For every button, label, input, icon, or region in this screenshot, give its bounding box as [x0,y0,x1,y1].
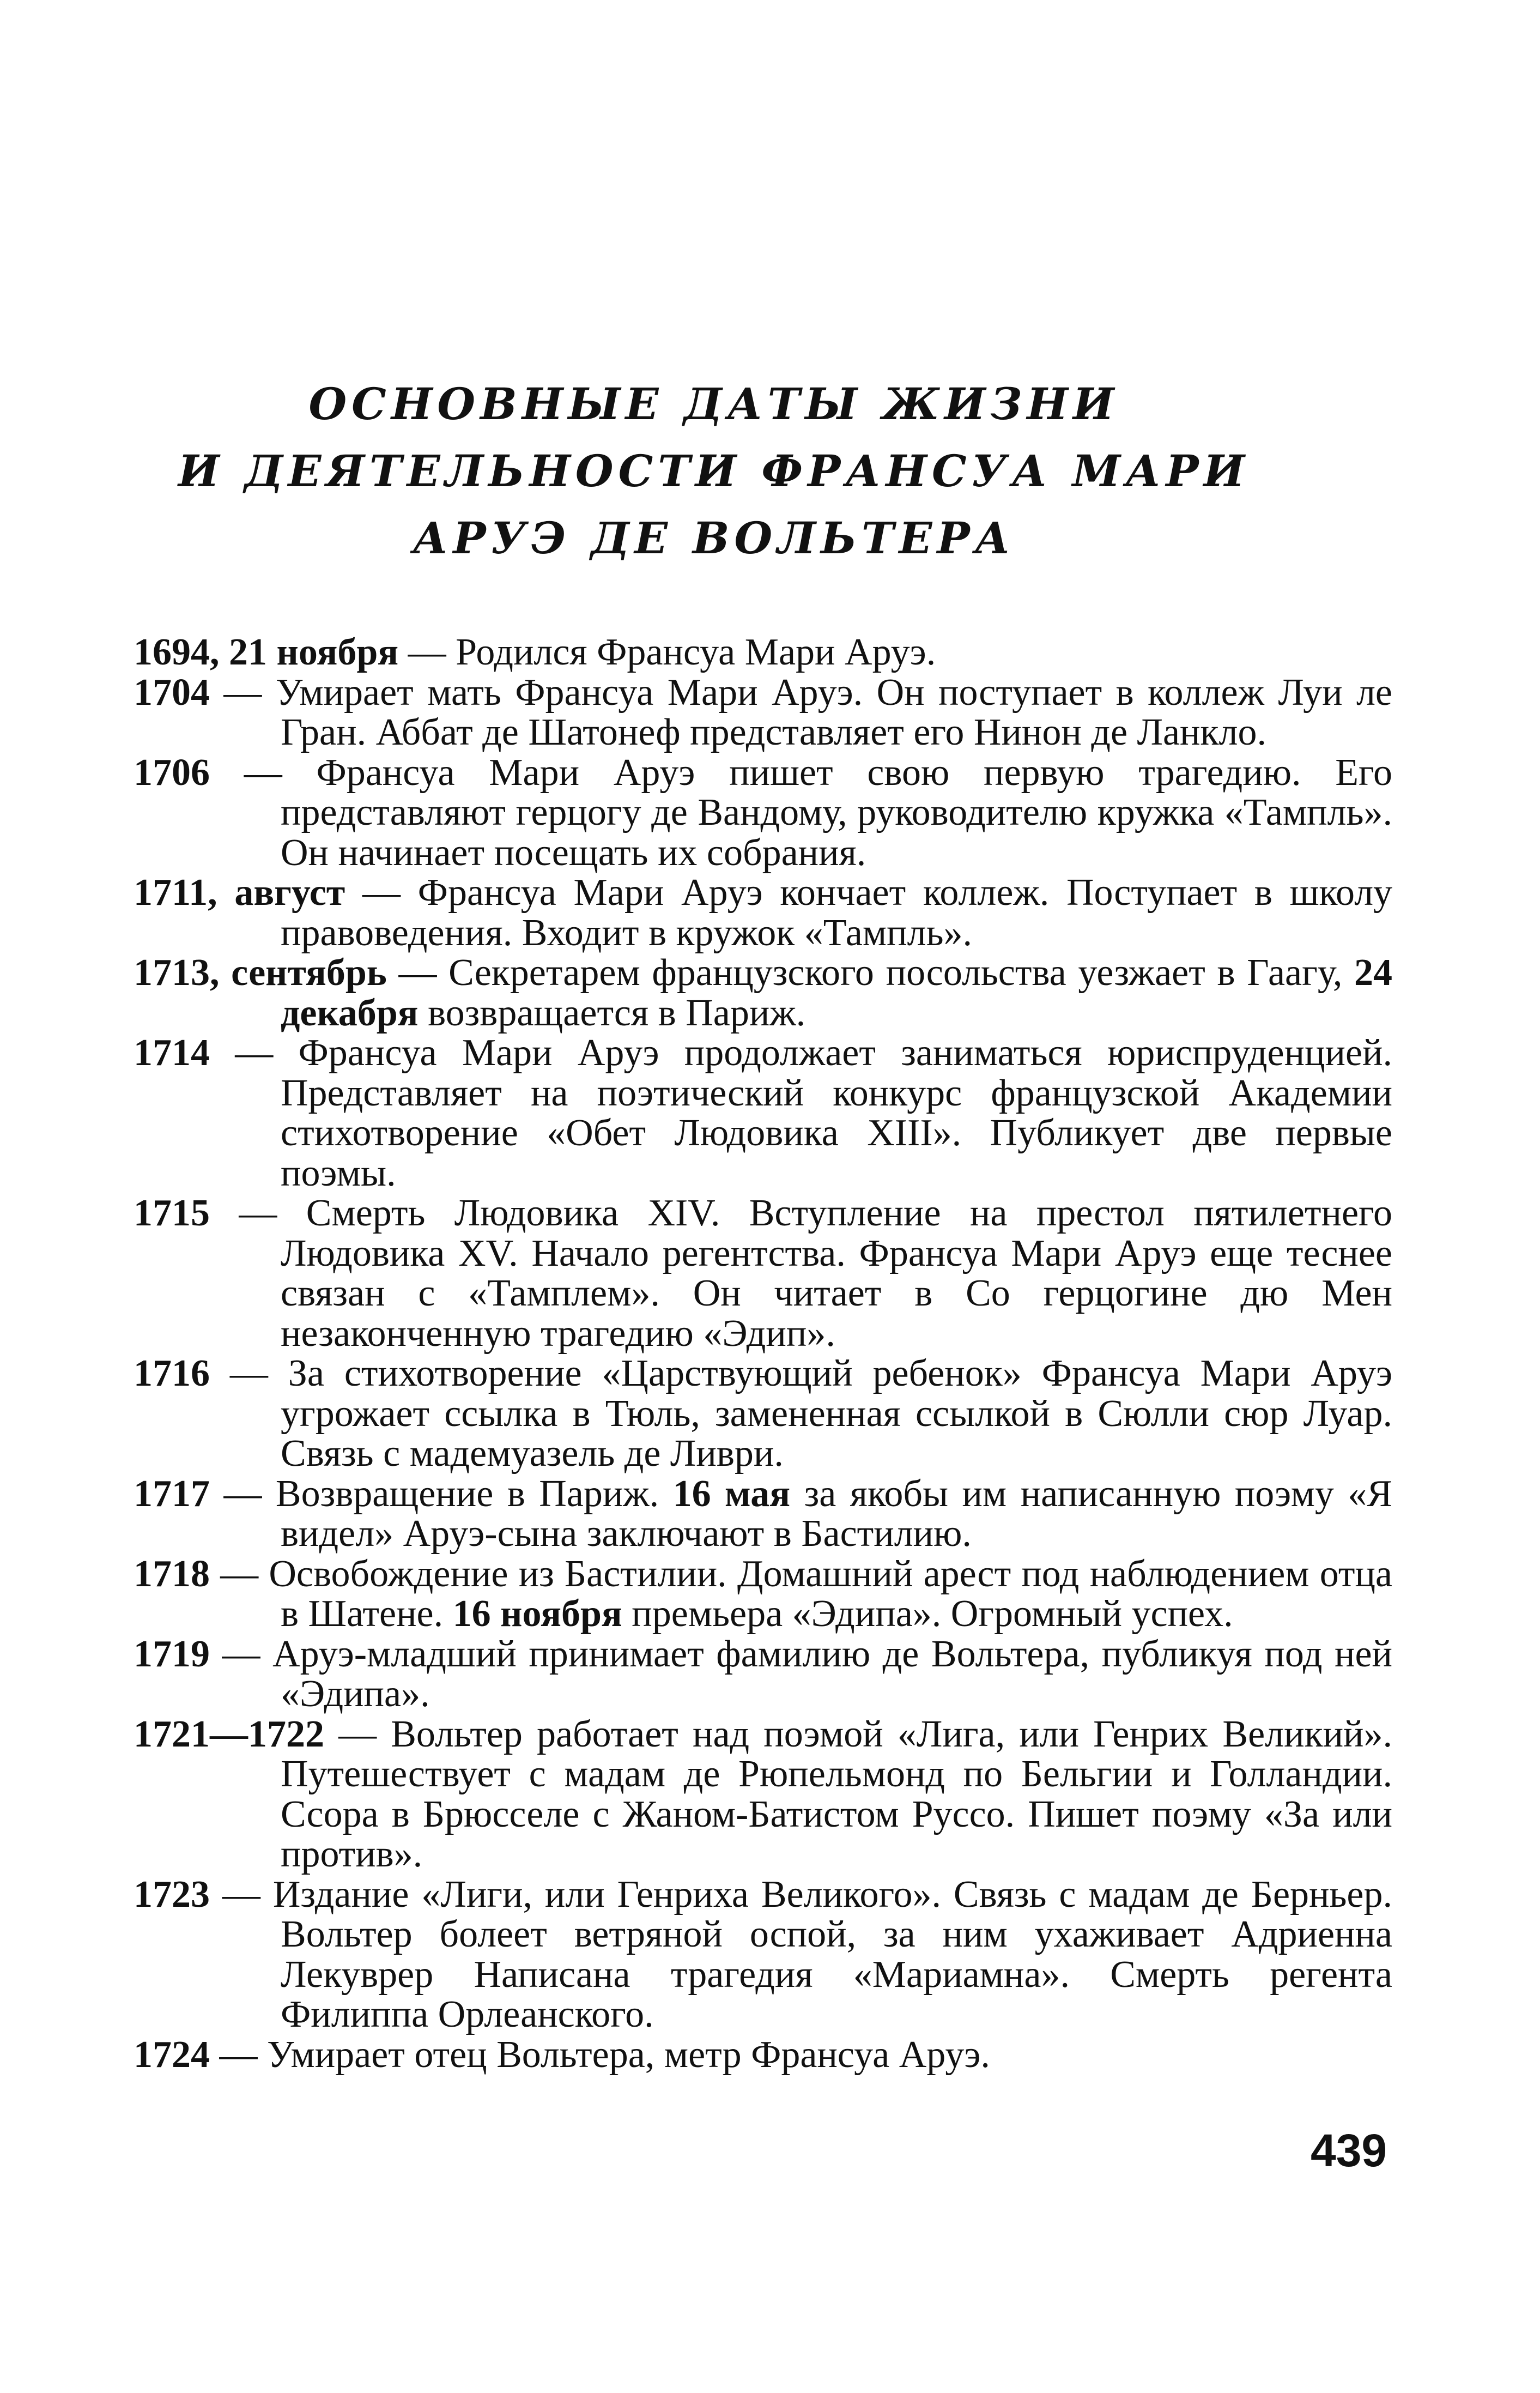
chapter-title-line-3: АРУЭ ДЕ ВОЛЬТЕРА [413,512,1015,564]
entry-date: 1706 [134,751,210,794]
entry-date: 1716 [134,1352,210,1394]
entry-date: 1704 [134,671,210,714]
chronology-entry-1724 [134,2035,1392,2075]
entry-text: Издание «Лиги, или Генриха Великого». Связь с мадам де Берньер. Вольтер болеет ветряной оспой, за ним ухаживает Адриенна Лекуврер Написана трагедия «Мариамна». Смерть регента Филиппа Орлеанского. [272,1873,1392,2035]
entry-separator: — [210,751,317,794]
entry-date: 1715 [134,1192,210,1234]
entry-text: Смерть Людовика XIV. Вступление на престол пятилетнего Людовика XV. Начало регентства. Франсуа Мари Аруэ еще теснее связан с «Тамплем». Он читает в Со герцогине дю Мен незаконченную трагедию «Эдип». [281,1192,1392,1355]
chronology-entry-1717 [134,1474,1392,1554]
chronology-entry-1718 [134,1554,1392,1634]
entry-date: 1714 [134,1032,210,1074]
chronology-entry-1723 [134,1875,1392,2035]
entry-separator: — [398,631,456,673]
entry-separator: — [210,1192,306,1234]
entry-text: Секретарем французского посольства уезжает в Гаагу, [448,952,1355,994]
chronology-entry-1711 [134,873,1392,953]
chronology-entry-1716 [134,1353,1392,1474]
entry-date: 1713, сентябрь [134,952,387,994]
entry-separator: — [210,1032,299,1074]
entry-separator: — [386,952,449,994]
entry-date: 1717 [134,1472,210,1515]
entry-text: премьера «Эдипа». Огромный успех. [622,1593,1233,1635]
chronology-entry-1719 [134,1634,1392,1714]
entry-text: Вольтер работает над поэмой «Лига, или Генрих Великий». Путешествует с мадам де Рюпельмонд по Бельгии и Голландии. Ссора в Брюсселе с Жаном-Батистом Руссо. Пишет поэму «За или против». [281,1713,1393,1875]
chronology-list [134,632,1392,2075]
entry-date: 1721—1722 [134,1713,324,1755]
entry-text: Умирает отец Вольтера, метр Франсуа Аруэ. [267,2033,990,2076]
chapter-title [142,371,1286,572]
entry-date: 1694, 21 ноября [134,631,399,673]
entry-inline-date: 24 декабря [281,952,1393,1034]
entry-text: Возвращение в Париж. [275,1472,673,1515]
entry-separator: — [210,1552,269,1595]
chronology-entry-1715 [134,1193,1392,1353]
chronology-entry-1706 [134,753,1392,873]
entry-text: Франсуа Мари Аруэ кончает коллеж. Поступает в школу правоведения. Входит в кружок «Тампль». [281,872,1393,954]
chapter-title-line-1: ОСНОВНЫЕ ДАТЫ ЖИЗНИ [308,378,1119,430]
chronology-entry-1694 [134,632,1392,673]
entry-date: 1724 [134,2033,210,2076]
chronology-entry-1714 [134,1033,1392,1193]
entry-separator: — [324,1713,391,1755]
entry-date: 1723 [134,1873,210,1915]
entry-text: за якобы им написанную поэму «Я видел» Аруэ-сына заключают в Бастилию. [281,1472,1392,1555]
entry-text: Франсуа Мари Аруэ продолжает заниматься юриспруденцией. Представляет на поэтический конкурс французской Академии стихотворение «Обет Людовика XIII». Публикует две первые поэмы. [281,1032,1393,1194]
entry-separator: — [210,1633,273,1675]
entry-separator: — [210,1352,288,1394]
entry-text: Освобождение из Бастилии. Домашний арест под наблюдением отца в Шатене. [269,1552,1392,1635]
entry-date: 1711, август [134,872,345,914]
chronology-entry-1721-1722 [134,1714,1392,1875]
entry-text: возвращается в Париж. [418,992,806,1034]
entry-separator: — [210,1472,276,1515]
entry-separator: — [210,2033,267,2076]
entry-date: 1719 [134,1633,210,1675]
entry-separator: — [345,872,418,914]
chronology-entry-1704 [134,673,1392,753]
entry-text: Умирает мать Франсуа Мари Аруэ. Он поступает в коллеж Луи ле Гран. Аббат де Шатонеф представляет его Нинон де Ланкло. [275,671,1392,753]
entry-text: Аруэ-младший принимает фамилию де Вольтера, публикуя под ней «Эдипа». [272,1633,1392,1715]
entry-separator: — [210,1873,273,1915]
entry-inline-date: 16 ноября [452,1593,622,1635]
page-number: 439 [1311,2125,1387,2176]
entry-inline-date: 16 мая [672,1472,791,1515]
chronology-entry-1713 [134,953,1392,1033]
entry-text: За стихотворение «Царствующий ребенок» Франсуа Мари Аруэ угрожает ссылка в Тюль, замененная ссылкой в Сюлли сюр Луар. Связь с мадемуазель де Ливри. [281,1352,1392,1475]
entry-separator: — [210,671,276,714]
entry-date: 1718 [134,1552,210,1595]
chapter-title-line-2: И ДЕЯТЕЛЬНОСТИ ФРАНСУА МАРИ [178,445,1250,497]
entry-text: Франсуа Мари Аруэ пишет свою первую трагедию. Его представляют герцогу де Вандому, руководителю кружка «Тампль». Он начинает посещать их собрания. [281,751,1392,874]
entry-text: Родился Франсуа Мари Аруэ. [456,631,936,673]
